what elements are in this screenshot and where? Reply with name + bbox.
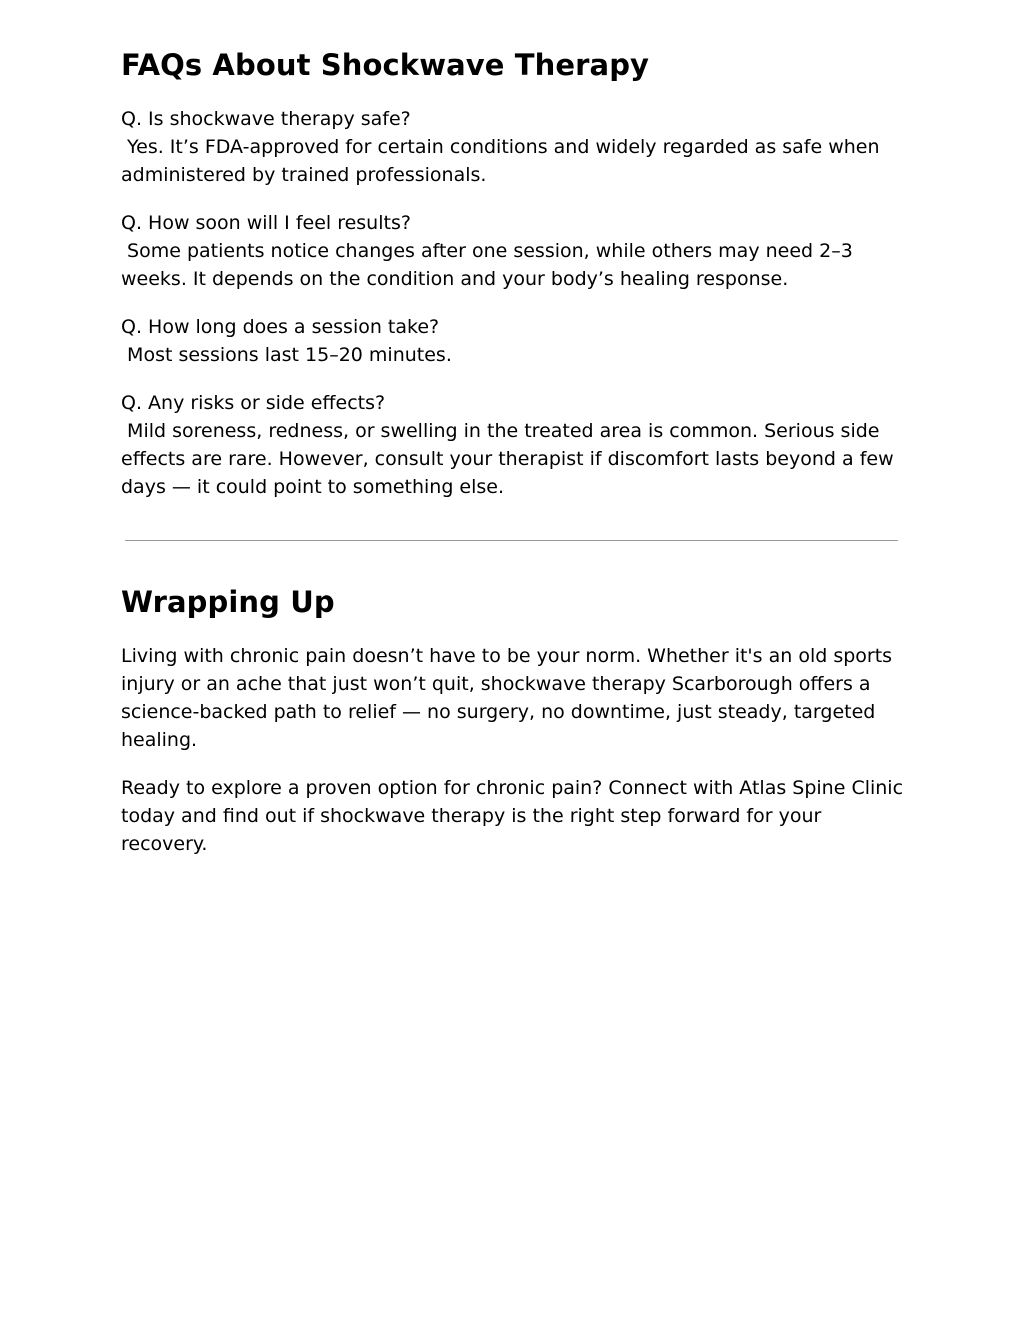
section-divider <box>125 540 898 541</box>
faq-item <box>121 389 907 501</box>
wrap-up-paragraph: Living with chronic pain doesn’t have to be your norm. Whether it's an old sports injury or an ache that just won’t quit, shockwave therapy Scarborough offers a science-backed path to relief — no surgery, no downtime, just steady, targeted healing. <box>121 645 893 751</box>
faq-question: Q. Any risks or side effects? <box>121 392 386 414</box>
faq-section <box>121 0 907 501</box>
faq-answer: Mild soreness, redness, or swelling in the treated area is common. Serious side effects are rare. However, consult your therapist if discomfort lasts beyond a few days — it could point to something else. <box>121 420 900 498</box>
faq-question: Q. How long does a session take? <box>121 316 440 338</box>
faq-heading: FAQs About Shockwave Therapy <box>121 48 650 82</box>
wrap-up-paragraph: Ready to explore a proven option for chronic pain? Connect with Atlas Spine Clinic today and find out if shockwave therapy is the right step forward for your recovery. <box>121 777 904 855</box>
wrap-up-heading: Wrapping Up <box>121 585 335 619</box>
faq-question: Q. Is shockwave therapy safe? <box>121 108 411 130</box>
wrap-up-section <box>121 584 907 878</box>
faq-answer: Most sessions last 15–20 minutes. <box>121 344 452 366</box>
faq-item <box>121 209 907 293</box>
wrap-up-body <box>121 642 907 858</box>
faq-answer: Yes. It’s FDA-approved for certain conditions and widely regarded as safe when administered by trained professionals. <box>121 136 886 186</box>
faq-list <box>121 105 907 501</box>
faq-answer: Some patients notice changes after one session, while others may need 2–3 weeks. It depends on the condition and your body’s healing response. <box>121 240 859 290</box>
faq-question: Q. How soon will I feel results? <box>121 212 411 234</box>
faq-item <box>121 105 907 189</box>
faq-item <box>121 313 907 369</box>
